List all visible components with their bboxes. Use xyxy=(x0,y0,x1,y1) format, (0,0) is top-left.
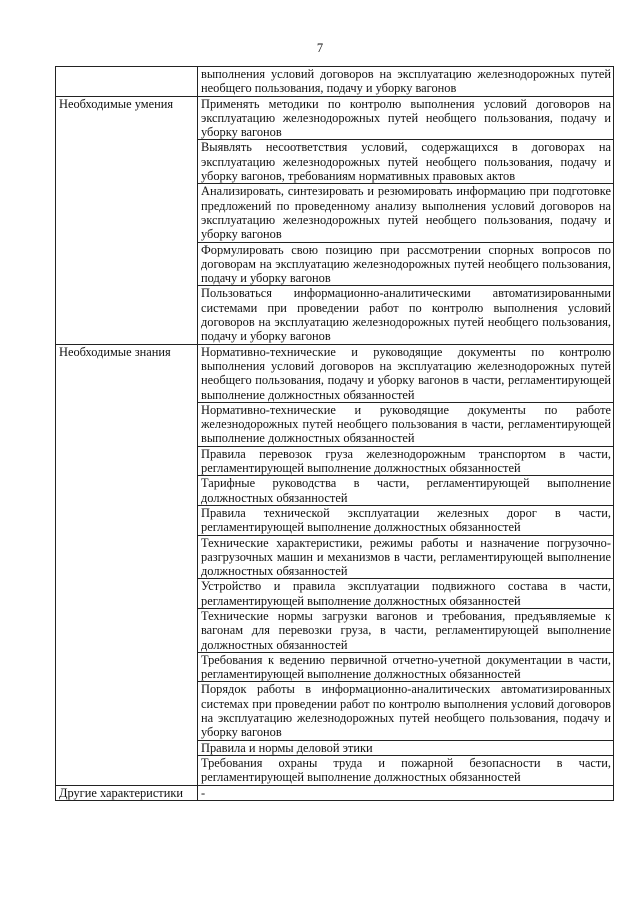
table-cell: Устройство и правила эксплуатации подвижного состава в части, регламентирующей выполнение должностных обязанностей xyxy=(198,579,614,609)
table-row xyxy=(56,96,614,140)
table-cell: Нормативно-технические и руководящие документы по работе железнодорожных путей необщего пользования в части, регламентирующей выполнение должностных обязанностей xyxy=(198,402,614,446)
table-cell: Требования охраны труда и пожарной безопасности в части, регламентирующей выполнение должностных обязанностей xyxy=(198,755,614,785)
row-label-skills: Необходимые умения xyxy=(56,96,198,344)
row-label-other: Другие характеристики xyxy=(56,785,198,800)
table-cell: Тарифные руководства в части, регламентирующей выполнение должностных обязанностей xyxy=(198,476,614,506)
table-cell: Выявлять несоответствия условий, содержащихся в договорах на эксплуатацию железнодорожных путей необщего пользования, подачу и уборку вагонов, требованиям нормативных правовых актов xyxy=(198,140,614,184)
table-cell: Технические характеристики, режимы работы и назначение погрузочно-разгрузочных машин и механизмов в части, регламентирующей выполнение должностных обязанностей xyxy=(198,535,614,579)
table-cell: Требования к ведению первичной отчетно-учетной документации в части, регламентирующей выполнение должностных обязанностей xyxy=(198,652,614,682)
table-cell: Технические нормы загрузки вагонов и требования, предъявляемые к вагонам для перевозки груза, в части, регламентирующей выполнение должностных обязанностей xyxy=(198,608,614,652)
table-row xyxy=(56,344,614,402)
table-cell: Нормативно-технические и руководящие документы по контролю выполнения условий договоров на эксплуатацию железнодорожных путей необщего пользования, подачу и уборку вагонов в части, регламентирующей выполнение должностных обязанностей xyxy=(198,344,614,402)
table-row xyxy=(56,785,614,800)
table-cell: Анализировать, синтезировать и резюмировать информацию при подготовке предложений по проведенному анализу выполнения условий договоров на эксплуатацию железнодорожных путей необщего пользования, подачу и уборку вагонов xyxy=(198,184,614,242)
table-cell: Правила перевозок груза железнодорожным транспортом в части, регламентирующей выполнение должностных обязанностей xyxy=(198,446,614,476)
requirements-table xyxy=(55,66,614,801)
table-cell: Правила и нормы деловой этики xyxy=(198,740,614,755)
table-cell: - xyxy=(198,785,614,800)
table-cell: Пользоваться информационно-аналитическими автоматизированными системами при проведении работ по контролю выполнения условий договоров на эксплуатацию железнодорожных путей необщего пользования, подачу и уборку вагонов xyxy=(198,286,614,344)
page-number: 7 xyxy=(316,41,324,55)
table-row xyxy=(56,67,614,97)
table-cell: Порядок работы в информационно-аналитических автоматизированных системах при проведении работ по контролю выполнения условий договоров на эксплуатацию железнодорожных путей необщего пользования, подачу и уборку вагонов xyxy=(198,682,614,740)
row-label-empty xyxy=(56,67,198,97)
table-cell: Формулировать свою позицию при рассмотрении спорных вопросов по договорам на эксплуатацию железнодорожных путей необщего пользования, подачу и уборку вагонов xyxy=(198,242,614,286)
row-label-knowledge: Необходимые знания xyxy=(56,344,198,785)
table-cell: выполнения условий договоров на эксплуатацию железнодорожных путей необщего пользования, подачу и уборку вагонов xyxy=(198,67,614,97)
table-cell: Применять методики по контролю выполнения условий договоров на эксплуатацию железнодорожных путей необщего пользования, подачу и уборку вагонов xyxy=(198,96,614,140)
table-cell: Правила технической эксплуатации железных дорог в части, регламентирующей выполнение должностных обязанностей xyxy=(198,505,614,535)
